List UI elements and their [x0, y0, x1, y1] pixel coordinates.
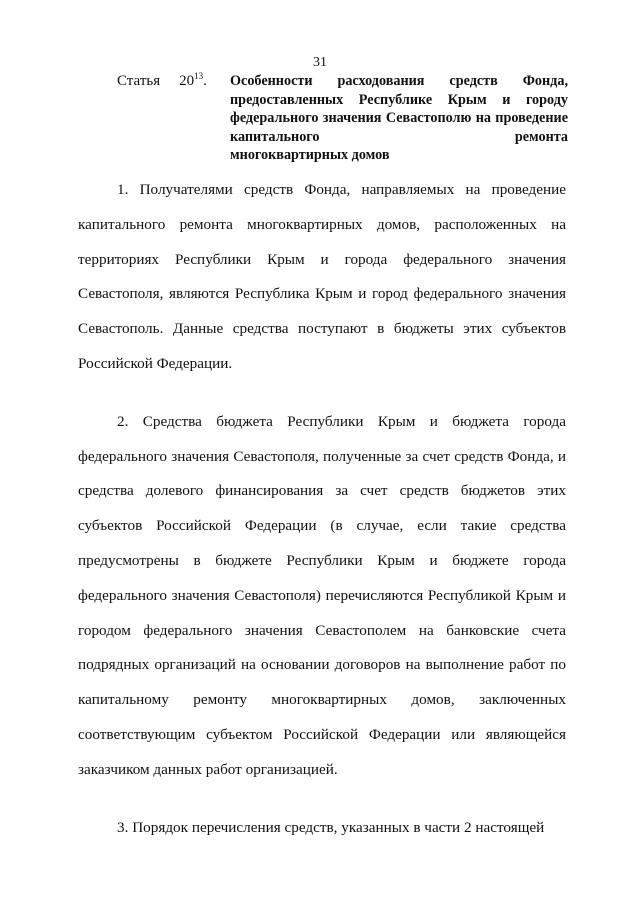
- paragraph-2: 2. Средства бюджета Республики Крым и бюджета города федерального значения Севастополя, полученные за счет средств Фонда, и средства долевого финансирования за счет средств бюджетов этих субъектов Российской Федерации (в случае, если такие средства предусмотрены в бюджете Республики Крым и бюджете города федерального значения Севастополя) перечисляются Республикой Крым и городом федерального значения Севастополем на банковские счета подрядных организаций на основании договоров на выполнение работ по капитальному ремонту многоквартирных домов, заключенных соответствующим субъектом Российской Федерации или являющейся заказчиком данных работ организацией.: [78, 412, 566, 778]
- article-word: Статья: [117, 73, 161, 89]
- paragraph-3: 3. Порядок перечисления средств, указанных в части 2 настоящей: [117, 818, 545, 836]
- article-title-last: многоквартирных домов: [230, 147, 390, 163]
- article-number-suffix: .: [203, 73, 207, 89]
- article-header: [117, 72, 568, 162]
- page-number: 31: [313, 55, 327, 70]
- paragraph-1: 1. Получателями средств Фонда, направляемых на проведение капитального ремонта многоквартирных домов, расположенных на территориях Республики Крым и города федерального значения Севастополя, являются Республика Крым и город федерального значения Севастополь. Данные средства поступают в бюджеты этих субъектов Российской Федерации.: [78, 181, 566, 372]
- article-body: [78, 173, 566, 845]
- article-title: [230, 72, 568, 165]
- article-number-main: 20: [179, 73, 195, 89]
- article-number-superscript: 13: [194, 71, 204, 81]
- article-title-main: Особенности расходования средств Фонда, предоставленных Республике Крым и городу федерального значения Севастополю на проведение капитального ремонта: [230, 73, 568, 145]
- article-number: [179, 73, 207, 89]
- article-label: [117, 72, 207, 90]
